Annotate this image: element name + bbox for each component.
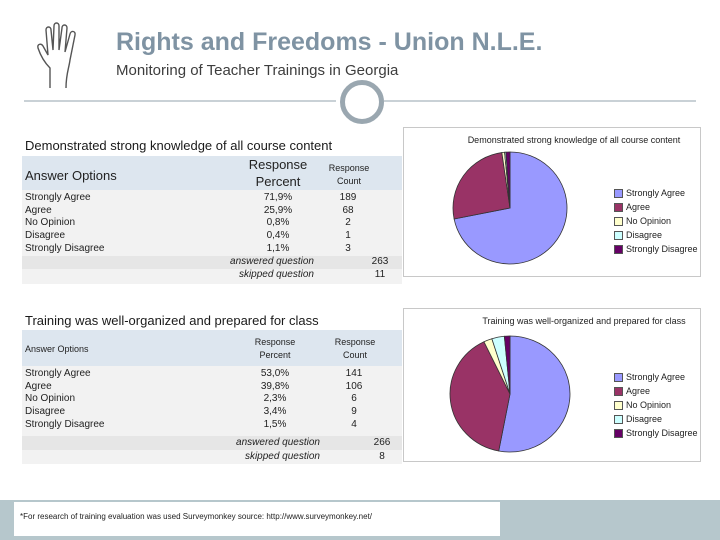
hand-icon: [36, 22, 86, 90]
survey1-pie-chart: [440, 148, 580, 268]
survey2-options: [25, 368, 104, 432]
legend-item: [614, 426, 698, 440]
answer-option: Strongly Agree: [25, 192, 91, 203]
legend-label: Strongly Disagree: [626, 244, 698, 254]
survey2-legend: [614, 370, 698, 440]
legend-item: [614, 186, 698, 200]
survey1-percent-header: Response Percent: [248, 157, 308, 189]
survey2-pie-chart: [440, 330, 580, 458]
legend-label: Agree: [626, 202, 651, 212]
response-percent: 25,9%: [263, 204, 293, 216]
response-count: 6: [351, 393, 357, 405]
survey2-percents: [244, 368, 306, 432]
response-count: 141: [345, 368, 363, 379]
divider: [384, 100, 696, 102]
survey2-answer-header: Answer Options: [25, 344, 89, 354]
survey2-skipped-value: 8: [379, 451, 385, 462]
survey1-legend: [614, 186, 698, 256]
response-percent: 1,5%: [263, 418, 287, 430]
survey1-answered-label: answered question: [230, 256, 314, 267]
legend-swatch: [614, 415, 623, 424]
answer-option: Disagree: [25, 406, 66, 418]
survey2-answered-value: 266: [373, 437, 391, 448]
answer-option: No Opinion: [25, 393, 76, 405]
legend-label: Disagree: [626, 230, 663, 240]
legend-item: [614, 370, 698, 384]
response-count: 9: [351, 406, 357, 418]
legend-swatch: [614, 401, 623, 410]
pie-slice-agree: [453, 153, 510, 219]
survey2-percent-header: Response Percent: [254, 337, 296, 360]
survey1-count-header: Response Count: [328, 163, 370, 186]
answer-option: Agree: [25, 204, 52, 216]
survey1-percents: [238, 192, 318, 256]
survey2-heading: Training was well-organized and prepared for class: [25, 313, 319, 328]
survey1-answer-header: Answer Options: [25, 168, 117, 183]
answer-option: Disagree: [25, 230, 66, 242]
survey1-options: [25, 192, 104, 256]
response-percent: 1,1%: [266, 242, 290, 254]
response-count: 1: [345, 230, 351, 242]
legend-item: [614, 200, 698, 214]
answer-option: Agree: [25, 380, 52, 392]
survey1-skipped-label: skipped question: [238, 269, 314, 280]
survey1-counts: [318, 192, 378, 256]
legend-label: Strongly Agree: [626, 372, 686, 382]
legend-swatch: [614, 373, 623, 382]
response-percent: 3,4%: [263, 406, 287, 418]
footer-note: *For research of training evaluation was used Surveymonkey source: http://www.surveymonkey.net/: [20, 512, 373, 521]
survey2-count-header: Response Count: [334, 337, 376, 360]
survey1-answered-value: 263: [371, 256, 389, 267]
legend-item: [614, 412, 698, 426]
legend-swatch: [614, 203, 623, 212]
response-percent: 39,8%: [260, 380, 290, 392]
legend-label: Disagree: [626, 414, 663, 424]
legend-label: No Opinion: [626, 400, 672, 410]
legend-item: [614, 242, 698, 256]
response-count: 189: [339, 192, 357, 203]
legend-swatch: [614, 217, 623, 226]
survey2-answered-label: answered question: [236, 437, 320, 448]
response-percent: 0,4%: [266, 230, 290, 242]
response-count: 4: [351, 418, 357, 430]
survey1-skipped-value: 11: [374, 269, 386, 280]
survey2-skipped-label: skipped question: [244, 451, 320, 462]
answer-option: Strongly Agree: [25, 368, 91, 379]
survey1-chart-title: Demonstrated strong knowledge of all course content: [467, 135, 681, 145]
response-percent: 0,8%: [266, 217, 290, 229]
response-count: 3: [345, 242, 351, 254]
legend-label: No Opinion: [626, 216, 672, 226]
response-count: 106: [345, 380, 363, 392]
page-title: Rights and Freedoms - Union N.L.E.: [116, 28, 543, 56]
legend-label: Strongly Disagree: [626, 428, 698, 438]
answer-option: Strongly Disagree: [25, 418, 105, 430]
survey2-chart-title: Training was well-organized and prepared for class: [482, 316, 686, 326]
divider: [24, 100, 336, 102]
legend-item: [614, 228, 698, 242]
response-count: 2: [345, 217, 351, 229]
response-percent: 2,3%: [263, 393, 287, 405]
response-percent: 71,9%: [263, 192, 293, 203]
legend-item: [614, 214, 698, 228]
legend-swatch: [614, 189, 623, 198]
answer-option: Strongly Disagree: [25, 242, 105, 254]
legend-item: [614, 398, 698, 412]
survey2-counts: [326, 368, 382, 432]
legend-swatch: [614, 245, 623, 254]
survey1-heading: Demonstrated strong knowledge of all course content: [25, 138, 333, 153]
response-count: 68: [342, 204, 354, 216]
answer-option: No Opinion: [25, 217, 76, 229]
legend-label: Strongly Agree: [626, 188, 686, 198]
ring-ornament: [340, 80, 384, 124]
legend-swatch: [614, 231, 623, 240]
legend-swatch: [614, 429, 623, 438]
legend-label: Agree: [626, 386, 651, 396]
response-percent: 53,0%: [260, 368, 290, 379]
legend-item: [614, 384, 698, 398]
page-subtitle: Monitoring of Teacher Trainings in Georgia: [116, 62, 399, 79]
legend-swatch: [614, 387, 623, 396]
